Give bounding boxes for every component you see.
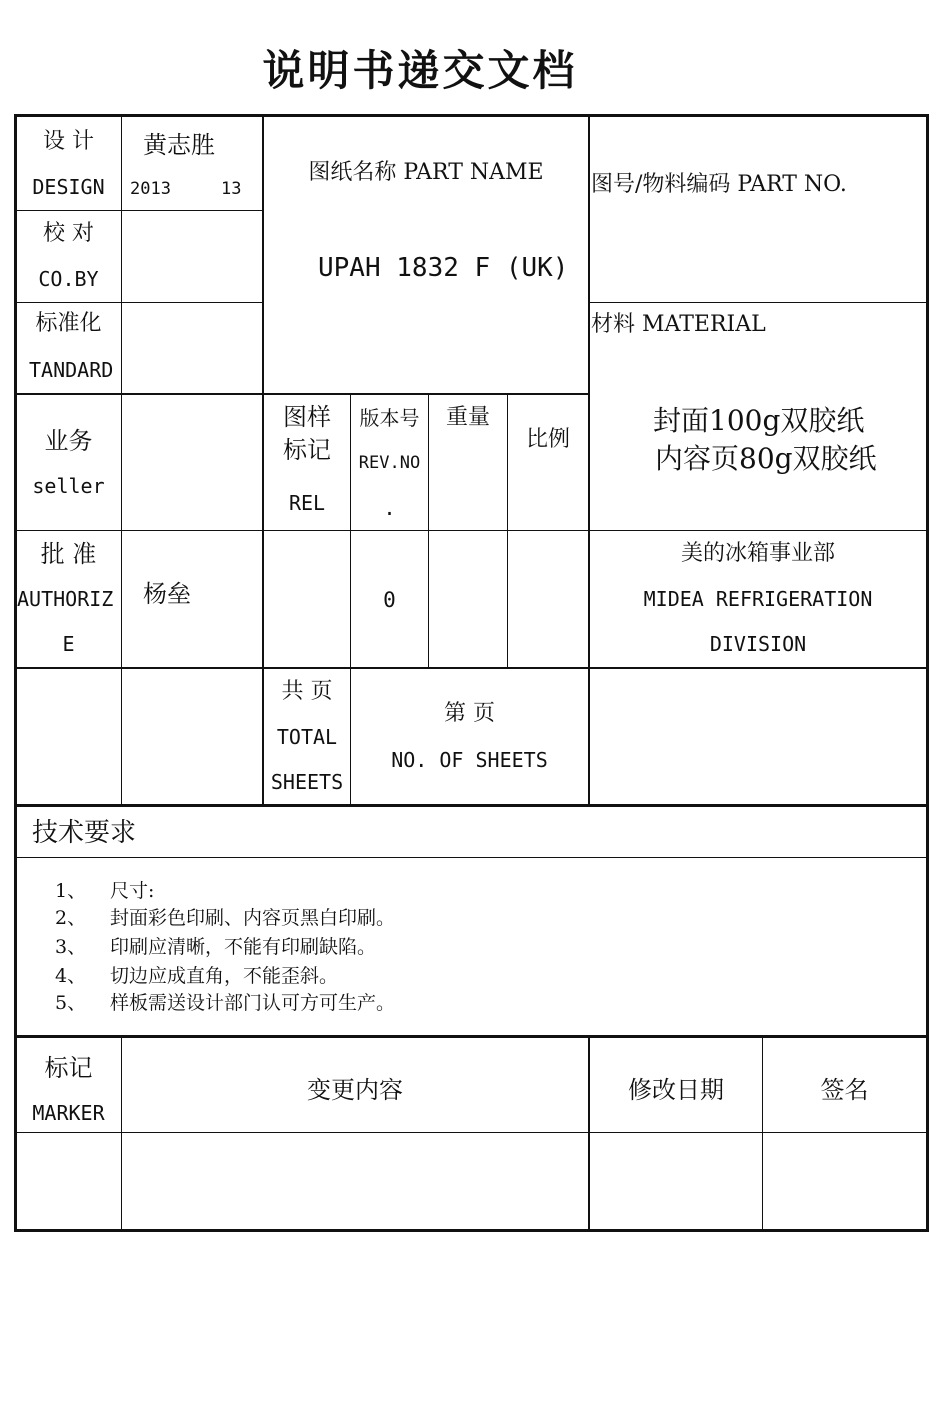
part-name-label: 图纸名称 PART NAME [308,160,544,185]
authorize-label-en-2: E [62,632,75,656]
division-en-2: DIVISION [709,632,807,656]
list-item: 4、 切边应成直角，不能歪斜。 [55,965,339,987]
rel-label-cn-1: 图样 [283,403,331,431]
seller-label-en: seller [32,474,105,498]
design-label-en: DESIGN [32,175,105,199]
list-item: 3、 印刷应清晰，不能有印刷缺陷。 [55,936,377,958]
marker-label-en: MARKER [32,1101,105,1125]
designer-name: 黄志胜 [143,131,215,159]
standard-label-en: TANDARD [29,358,114,382]
list-item: 2、 封面彩色印刷、内容页黑白印刷。 [55,907,396,929]
part-name-value: UPAH 1832 F (UK) [318,253,569,283]
authorize-label-en-1: AUTHORIZ [17,587,114,611]
marker-label-cn: 标记 [44,1054,93,1082]
total-sheets-label-cn: 共 页 [281,679,333,704]
authorizer-name: 杨垒 [143,580,191,608]
document-title: 说明书递交文档 [262,46,578,95]
coby-label-en: CO.BY [38,267,99,291]
signature-header: 签名 [820,1076,869,1104]
revno-label-en: REV.NO [358,453,421,473]
standard-label-cn: 标准化 [35,311,102,336]
sheet-no-label-en: NO. OF SHEETS [391,748,548,772]
authorize-label-cn: 批 准 [40,540,97,568]
division-en-1: MIDEA REFRIGERATION [643,587,873,611]
revno-label-dot: . [383,496,396,520]
material-line-1: 封面100g双胶纸 [653,404,865,437]
total-sheets-label-en-2: SHEETS [270,770,344,794]
sheet-no-label-cn: 第 页 [444,701,495,726]
scale-label: 比例 [525,427,570,452]
list-item: 5、 样板需送设计部门认可方可生产。 [55,992,396,1014]
material-label: 材料 MATERIAL [591,312,766,337]
division-cn: 美的冰箱事业部 [680,541,835,566]
modify-date-header: 修改日期 [628,1076,724,1104]
revno-label-cn: 版本号 [359,406,420,430]
change-content-header: 变更内容 [307,1076,403,1104]
rel-label-en: REL [288,491,326,515]
revno-value: 0 [383,588,396,612]
design-year: 2013 [130,179,171,199]
rel-label-cn-2: 标记 [283,436,331,464]
seller-label-cn: 业务 [44,427,93,455]
total-sheets-label-en-1: TOTAL [276,725,338,749]
material-line-2: 内容页80g双胶纸 [655,442,877,475]
coby-label-cn: 校 对 [43,221,94,246]
weight-label: 重量 [445,405,490,430]
part-no-label: 图号/物料编码 PART NO. [591,172,847,197]
list-item: 1、 尺寸: [55,880,155,902]
design-day: 13 [221,179,242,199]
design-label-cn: 设 计 [43,129,94,154]
tech-heading: 技术要求 [32,818,137,848]
